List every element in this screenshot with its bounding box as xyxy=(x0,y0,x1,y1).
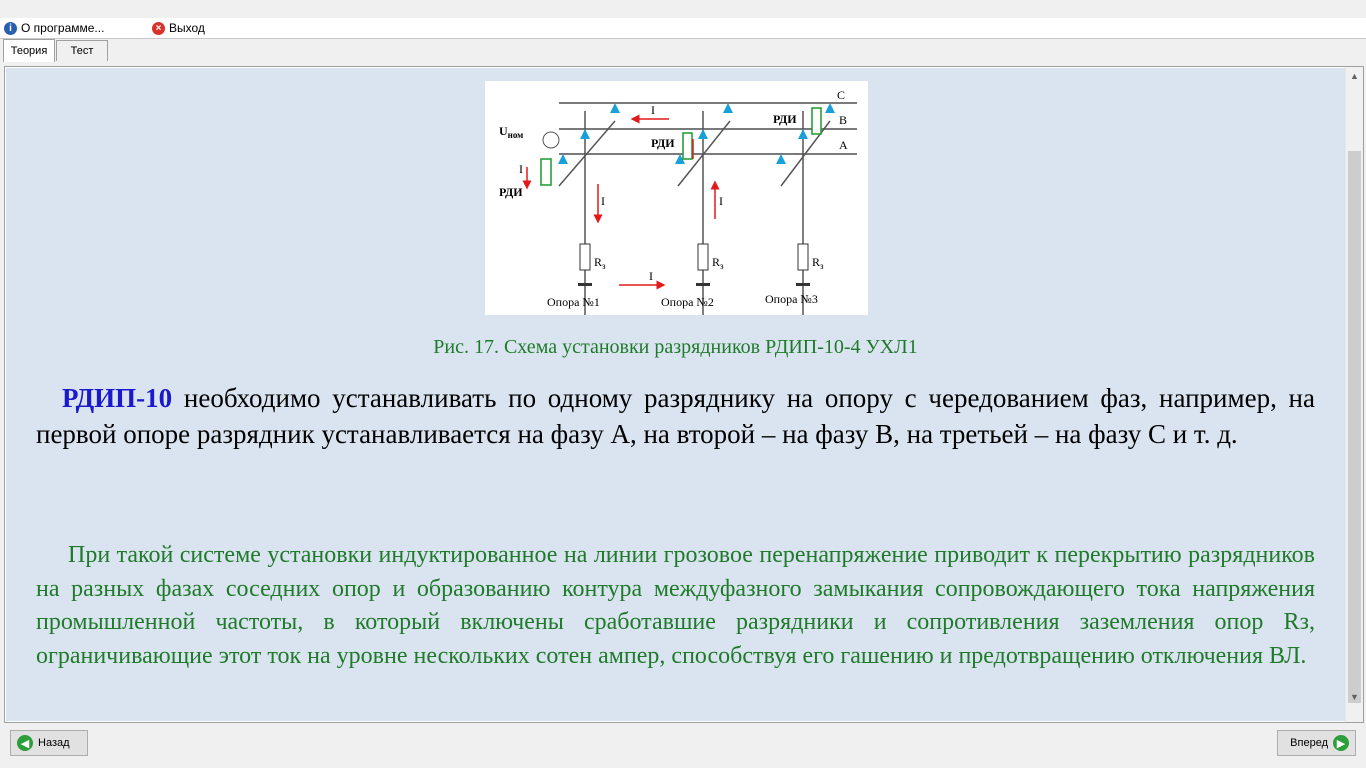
paragraph-1 xyxy=(36,380,1315,452)
schematic-diagram xyxy=(485,81,868,315)
menu-bar xyxy=(0,18,1366,39)
back-button[interactable] xyxy=(10,730,88,756)
back-button-label: Назад xyxy=(38,737,70,749)
insulator-icon xyxy=(776,154,786,164)
phase-label-b: B xyxy=(839,113,848,127)
support-1-label: Опора №1 xyxy=(547,295,600,309)
insulator-icon xyxy=(723,103,733,113)
about-label: О программе... xyxy=(21,21,105,35)
content-viewport[interactable] xyxy=(6,68,1345,721)
insulator-icon xyxy=(698,129,708,139)
rdi-arrester-3-icon xyxy=(812,108,821,134)
scroll-down-icon[interactable]: ▼ xyxy=(1350,691,1359,702)
current-label-5: I xyxy=(649,269,653,283)
ground-1-icon xyxy=(578,283,592,286)
current-label-1: I xyxy=(519,162,523,176)
paragraph-1-text: необходимо устанавливать по одному разряднику на опору с чередованием фаз, например, на первой опоре разрядник устанавливается на фазу А, на второй – на фазу В, на третьей – на фазу С и т. д. xyxy=(36,383,1315,449)
ground-3-icon xyxy=(796,283,810,286)
tab-theory-label: Теория xyxy=(10,45,48,57)
current-label-4: I xyxy=(719,194,723,208)
tab-test[interactable] xyxy=(56,40,108,61)
support-3-label: Опора №3 xyxy=(765,292,818,306)
tab-test-label: Тест xyxy=(70,45,94,57)
resistor-label-1: $R_з$ xyxy=(594,255,606,271)
insulator-icon xyxy=(610,103,620,113)
rdi-label-1: РДИ xyxy=(499,185,523,199)
exit-label: Выход xyxy=(169,21,205,35)
exit-menu-item[interactable] xyxy=(152,20,205,36)
source-symbol-icon xyxy=(543,132,559,148)
phase-label-c: C xyxy=(837,88,846,102)
rdi-arrester-1-icon xyxy=(541,159,551,185)
insulator-icon xyxy=(580,129,590,139)
insulator-icon xyxy=(825,103,835,113)
paragraph-2: При такой системе установки индуктированное на линии грозовое перенапряжение приводит к перекрытию разрядников на разных фазах соседних опор и образованию контура междуфазного замыкания сопровождающего тока напряжения промышленной частоты, в который включены сработавшие разрядники и сопротивления заземления опор Rз, ограничивающие этот ток на уровне нескольких сотен ампер, способствуя его гашению и предотвращению отключения ВЛ. xyxy=(36,542,1315,669)
resistor-3-icon xyxy=(798,244,808,270)
rdi-label-2: РДИ xyxy=(651,136,675,150)
schematic-figure xyxy=(485,81,868,315)
resistor-label-3: $R_з$ xyxy=(812,255,824,271)
rdi-label-3: РДИ xyxy=(773,112,797,126)
close-icon: × xyxy=(152,22,165,35)
rdi-arrester-2-icon xyxy=(683,133,692,159)
resistor-2-icon xyxy=(698,244,708,270)
about-menu-item[interactable] xyxy=(4,20,104,36)
current-label-2: I xyxy=(601,194,605,208)
phase-label-a: A xyxy=(839,138,848,152)
arrow-left-icon: ◀ xyxy=(17,735,33,751)
forward-button[interactable] xyxy=(1277,730,1356,756)
scrollbar-thumb[interactable] xyxy=(1348,151,1361,703)
ground-2-icon xyxy=(696,283,710,286)
support-2-label: Опора №2 xyxy=(661,295,714,309)
scroll-up-icon[interactable]: ▲ xyxy=(1350,70,1359,81)
content-frame xyxy=(4,66,1364,723)
vertical-scrollbar[interactable] xyxy=(1345,67,1363,722)
resistor-1-icon xyxy=(580,244,590,270)
u-nom-label: $U_{ном}$ xyxy=(499,124,524,140)
insulator-icon xyxy=(798,129,808,139)
paragraph-1-highlight: РДИП-10 xyxy=(62,383,173,413)
tab-bar xyxy=(0,39,1366,61)
tab-theory[interactable] xyxy=(3,39,55,62)
figure-caption: Рис. 17. Схема установки разрядников РДИП-10-4 УХЛ1 xyxy=(433,336,918,358)
forward-button-label: Вперед xyxy=(1290,737,1328,749)
resistor-label-2: $R_з$ xyxy=(712,255,724,271)
current-label-3: I xyxy=(651,103,655,117)
arrow-right-icon: ▶ xyxy=(1333,735,1349,751)
insulator-icon xyxy=(558,154,568,164)
info-icon: i xyxy=(4,22,17,35)
